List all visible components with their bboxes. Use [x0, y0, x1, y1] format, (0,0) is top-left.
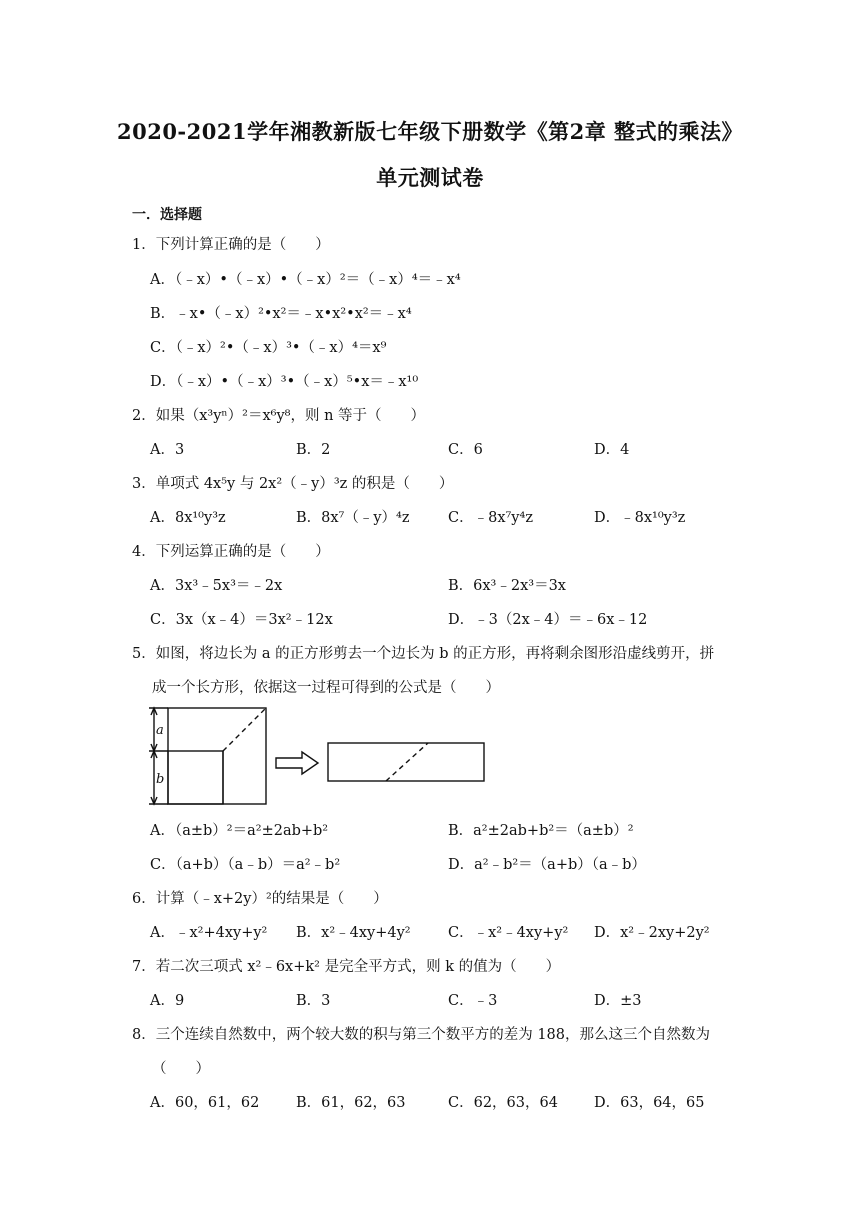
question-4-stem: 4．下列运算正确的是（ ）	[132, 544, 330, 560]
question-7-option-a: A．9	[150, 993, 185, 1009]
question-1-option-c: C．（﹣x）²•（﹣x）³•（﹣x）⁴＝x⁹	[150, 340, 387, 356]
question-5-stem-line2: 成一个长方形，依据这一过程可得到的公式是（ ）	[152, 680, 500, 696]
label-b: b	[156, 772, 165, 787]
question-3-option-a: A．8x¹⁰y³z	[150, 510, 226, 526]
question-7-stem: 7．若二次三项式 x²﹣6x+k² 是完全平方式，则 k 的值为（ ）	[132, 959, 561, 975]
question-1-option-b: B．﹣x•（﹣x）²•x²＝﹣x•x²•x²＝﹣x⁴	[150, 306, 412, 322]
transform-arrow-icon	[276, 752, 318, 774]
question-6-option-a: A．﹣x²+4xy+y²	[150, 925, 268, 941]
question-8-stem-line2: （ ）	[152, 1061, 210, 1077]
question-4-option-b: B．6x³﹣2x³＝3x	[448, 578, 566, 594]
question-6-option-d: D．x²﹣2xy+2y²	[594, 925, 710, 941]
question-5-figure	[148, 705, 488, 807]
question-3-stem: 3．单项式 4x⁵y 与 2x²（﹣y）³z 的积是（ ）	[132, 476, 454, 492]
question-6-stem: 6．计算（﹣x+2y）²的结果是（ ）	[132, 891, 388, 907]
question-5-option-c: C．（a+b）（a﹣b）＝a²﹣b²	[150, 857, 341, 873]
question-8-option-b: B．61，62，63	[296, 1095, 406, 1111]
question-5-stem-line1: 5．如图，将边长为 a 的正方形剪去一个边长为 b 的正方形，再将剩余图形沿虚线剪开，拼	[132, 646, 715, 662]
question-2-option-b: B．2	[296, 442, 331, 458]
question-6-option-c: C．﹣x²﹣4xy+y²	[448, 925, 569, 941]
question-3-option-c: C．﹣8x⁷y⁴z	[448, 510, 533, 526]
question-1-stem: 1．下列计算正确的是（ ）	[132, 237, 330, 253]
question-6-option-b: B．x²﹣4xy+4y²	[296, 925, 411, 941]
section-heading: 一．选择题	[132, 207, 202, 223]
question-8-option-a: A．60，61，62	[150, 1095, 260, 1111]
cut-line	[223, 708, 266, 751]
label-a: a	[156, 723, 164, 738]
question-8-option-c: C．62，63，64	[448, 1095, 558, 1111]
question-4-option-d: D．﹣3（2x﹣4）＝﹣6x﹣12	[448, 612, 648, 628]
question-3-option-b: B．8x⁷（﹣y）⁴z	[296, 510, 410, 526]
question-1-option-d: D．（﹣x）•（﹣x）³•（﹣x）⁵•x＝﹣x¹⁰	[150, 374, 419, 390]
question-4-option-a: A．3x³﹣5x³＝﹣2x	[150, 578, 283, 594]
question-1-option-a: A．（﹣x）•（﹣x）•（﹣x）²＝（﹣x）⁴＝﹣x⁴	[150, 272, 461, 288]
question-8-stem-line1: 8．三个连续自然数中，两个较大数的积与第三个数平方的差为 188，那么这三个自然数为	[132, 1027, 711, 1043]
question-3-option-d: D．﹣8x¹⁰y³z	[594, 510, 686, 526]
question-2-option-a: A．3	[150, 442, 185, 458]
question-8-option-d: D．63，64，65	[594, 1095, 705, 1111]
inner-square	[168, 751, 223, 804]
question-4-option-c: C．3x（x﹣4）＝3x²﹣12x	[150, 612, 333, 628]
question-7-option-b: B．3	[296, 993, 331, 1009]
question-5-option-a: A．（a±b）²＝a²±2ab+b²	[150, 823, 329, 839]
question-5-option-d: D．a²﹣b²＝（a+b）（a﹣b）	[448, 857, 646, 873]
question-5-option-b: B．a²±2ab+b²＝（a±b）²	[448, 823, 634, 839]
question-2-option-d: D．4	[594, 442, 630, 458]
document-subtitle: 单元测试卷	[376, 165, 484, 190]
question-7-option-c: C．﹣3	[448, 993, 498, 1009]
question-7-option-d: D．±3	[594, 993, 642, 1009]
question-2-option-c: C．6	[448, 442, 483, 458]
question-2-stem: 2．如果（x³yⁿ）²＝x⁶y⁸，则 n 等于（ ）	[132, 408, 426, 424]
document-title: 2020-2021学年湘教新版七年级下册数学《第2章 整式的乘法》	[116, 119, 744, 144]
